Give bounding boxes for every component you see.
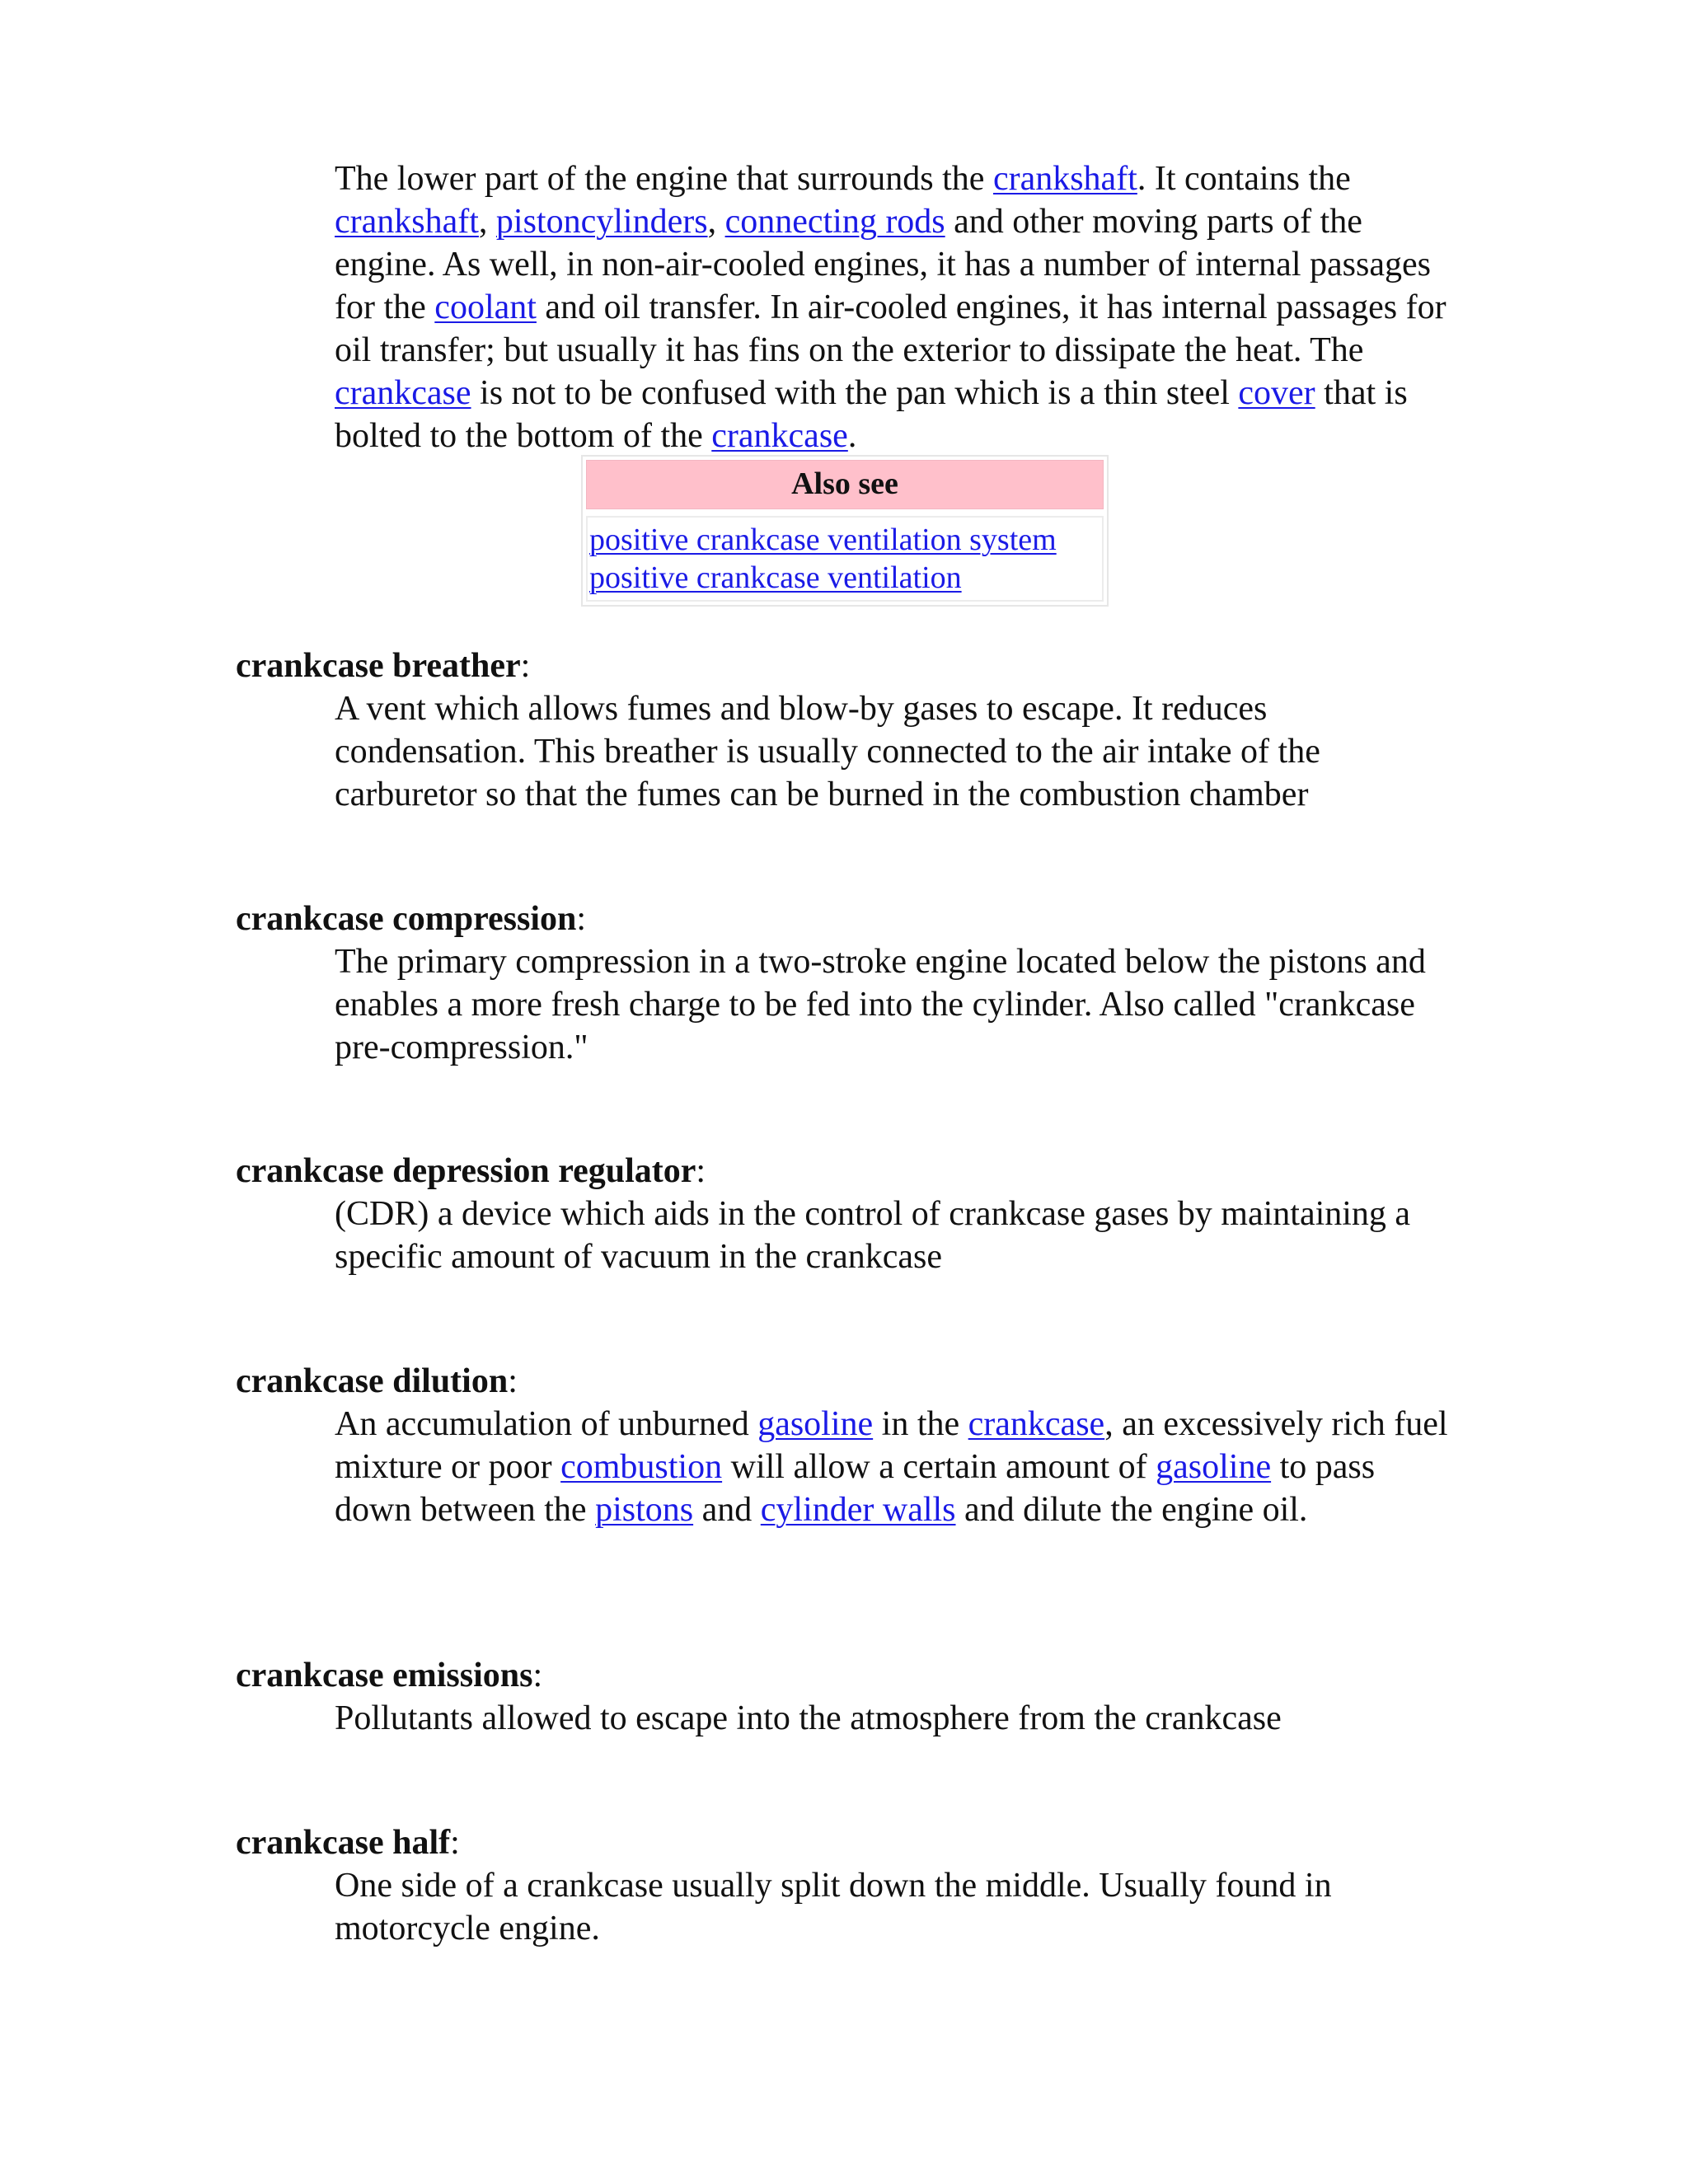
- definition-text: An accumulation of unburned: [335, 1405, 758, 1443]
- term-colon: :: [576, 900, 587, 938]
- term-title: crankcase emissions: [236, 1657, 533, 1694]
- term-colon: :: [520, 647, 531, 685]
- definition-text: is not to be confused with the pan which is a thin steel: [471, 374, 1239, 412]
- also-see-heading: Also see: [586, 460, 1104, 509]
- link-cover[interactable]: cover: [1238, 374, 1315, 412]
- term-colon: :: [696, 1152, 706, 1190]
- definition-text: in the: [873, 1405, 968, 1443]
- definition-text: . It contains the: [1137, 160, 1351, 198]
- definition-text: The lower part of the engine that surrounds the: [335, 160, 993, 198]
- link-gasoline[interactable]: gasoline: [757, 1405, 874, 1443]
- term-colon: :: [508, 1362, 518, 1400]
- link-cylinder-walls[interactable]: cylinder walls: [760, 1491, 956, 1529]
- definition-text: and oil transfer. In air-cooled engines, it has internal passages for oil transfer; but usually it has fins on the exterior to dissipate the heat. The: [335, 288, 1447, 369]
- term-crankcase-emissions: [236, 1654, 1472, 1697]
- link-crankcase[interactable]: crankcase: [335, 374, 471, 412]
- term-colon: :: [532, 1657, 543, 1694]
- link-pistoncylinders[interactable]: pistoncylinders: [495, 203, 708, 241]
- link-coolant[interactable]: coolant: [434, 288, 537, 326]
- term-crankcase-breather: [236, 644, 1472, 687]
- term-crankcase-dilution: [236, 1360, 1472, 1403]
- definition-text: and: [693, 1491, 761, 1529]
- definition-text: ,: [478, 203, 496, 241]
- link-crankshaft[interactable]: crankshaft: [335, 203, 479, 241]
- link-connecting-rods[interactable]: connecting rods: [724, 203, 945, 241]
- term-crankcase-compression: [236, 898, 1472, 940]
- definition-text: , an excessively rich fuel mixture or poor: [335, 1405, 1448, 1486]
- link-pistons[interactable]: pistons: [595, 1491, 694, 1529]
- term-title: crankcase breather: [236, 647, 521, 685]
- definition-text: to pass down between the: [335, 1448, 1376, 1529]
- term-title: crankcase half: [236, 1824, 451, 1862]
- term-crankcase-half: [236, 1821, 1472, 1864]
- term-colon: :: [450, 1824, 460, 1862]
- definition-crankcase-compression: The primary compression in a two-stroke engine located below the pistons and enables a more fresh charge to be fed into the cylinder. Also called "crankcase pre-compression.": [335, 943, 1426, 1066]
- link-crankcase[interactable]: crankcase: [711, 417, 848, 455]
- link-positive-crankcase-ventilation-system[interactable]: positive crankcase ventilation system: [589, 523, 1057, 557]
- definition-text: that is bolted to the bottom of the: [335, 374, 1408, 455]
- definition-text: .: [847, 417, 857, 455]
- definition-crankcase-depression-regulator: (CDR) a device which aids in the control of crankcase gases by maintaining a specific amount of vacuum in the crankcase: [335, 1195, 1411, 1276]
- link-combustion[interactable]: combustion: [560, 1448, 723, 1486]
- definition-text: and other moving parts of the engine. As well, in non-air-cooled engines, it has a number of internal passages for the: [335, 203, 1431, 326]
- link-crankcase[interactable]: crankcase: [968, 1405, 1105, 1443]
- definition-text: ,: [707, 203, 725, 241]
- definition-text: will allow a certain amount of: [722, 1448, 1156, 1486]
- definition-crankcase-dilution: [335, 1403, 1456, 1531]
- term-title: crankcase compression: [236, 900, 577, 938]
- definition-crankcase-half: One side of a crankcase usually split down the middle. Usually found in motorcycle engine.: [335, 1867, 1332, 1947]
- definition-crankcase-emissions: Pollutants allowed to escape into the atmosphere from the crankcase: [335, 1699, 1282, 1737]
- crankcase-definition: [335, 157, 1456, 457]
- term-title: crankcase dilution: [236, 1362, 509, 1400]
- link-gasoline[interactable]: gasoline: [1156, 1448, 1272, 1486]
- definition-crankcase-breather: A vent which allows fumes and blow-by gases to escape. It reduces condensation. This breather is usually connected to the air intake of the carburetor so that the fumes can be burned in the combustion chamber: [335, 690, 1320, 813]
- term-crankcase-depression-regulator: [236, 1150, 1472, 1193]
- also-see-box: [581, 455, 1109, 607]
- link-positive-crankcase-ventilation[interactable]: positive crankcase ventilation: [589, 560, 962, 595]
- definition-text: and dilute the engine oil.: [955, 1491, 1308, 1529]
- term-title: crankcase depression regulator: [236, 1152, 696, 1190]
- also-see-links: [586, 516, 1104, 602]
- link-crankshaft[interactable]: crankshaft: [992, 160, 1137, 198]
